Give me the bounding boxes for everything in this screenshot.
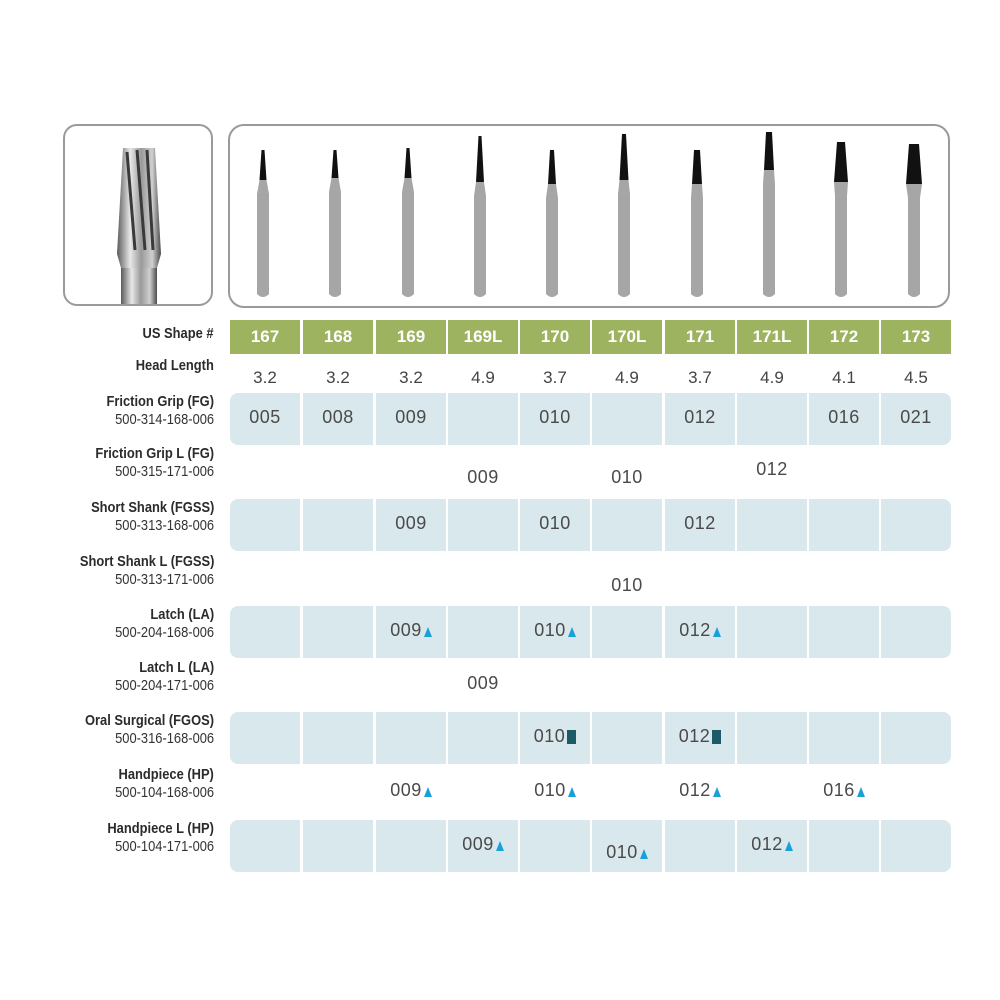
- table-cell: [592, 712, 662, 764]
- bur-silhouette-icon: [474, 136, 486, 297]
- table-cell: [809, 712, 879, 764]
- bur-silhouette-icon: [691, 150, 703, 297]
- size-value: [881, 407, 951, 428]
- table-cell: [376, 712, 446, 764]
- table-cell: [881, 820, 951, 872]
- size-value: [230, 407, 300, 428]
- size-value-text: 010: [534, 780, 566, 800]
- size-value: [809, 407, 879, 428]
- size-value: [520, 726, 590, 747]
- row-title: Short Shank (FGSS): [90, 499, 214, 516]
- size-value-text: 010: [539, 407, 571, 427]
- square-marker-icon: [712, 730, 721, 744]
- size-value: [520, 620, 590, 641]
- row-title: Oral Surgical (FGOS): [84, 712, 214, 729]
- size-value-text: 012: [684, 407, 716, 427]
- size-value-text: 009: [462, 834, 494, 854]
- table-cell: [592, 393, 662, 445]
- shape-header-168: 168: [303, 320, 373, 354]
- size-value-text: 010: [533, 726, 566, 746]
- shape-header-169l: 169L: [448, 320, 518, 354]
- bur-silhouette-icon: [834, 142, 848, 297]
- bur-silhouette-icon: [906, 144, 922, 297]
- size-value: [520, 513, 590, 534]
- size-value: [376, 513, 446, 534]
- triangle-marker-icon: [713, 627, 721, 637]
- head-length-row-label: Head Length: [135, 357, 214, 374]
- row-part-number: 500-316-168-006: [115, 730, 214, 747]
- shape-row-label: US Shape #: [143, 325, 214, 342]
- tapered-fissure-bur-photo: [65, 126, 213, 306]
- row-part-number: 500-313-171-006: [115, 571, 214, 588]
- shape-header-170l: 170L: [592, 320, 662, 354]
- row-title: Latch L (LA): [138, 659, 214, 676]
- size-value-text: 012: [679, 620, 711, 640]
- size-value: [376, 780, 446, 801]
- table-cell: [448, 499, 518, 551]
- row-title: Short Shank L (FGSS): [79, 553, 214, 570]
- size-value-text: 009: [390, 620, 422, 640]
- table-cell: [737, 606, 807, 658]
- head-length-value: 3.7: [543, 368, 567, 387]
- head-length-value: 3.2: [326, 368, 350, 387]
- table-cell: [230, 712, 300, 764]
- table-cell: [881, 499, 951, 551]
- table-cell: [592, 606, 662, 658]
- size-value-text: 010: [611, 467, 643, 487]
- head-length-value: 3.2: [253, 368, 277, 387]
- bur-silhouette-icon: [546, 150, 558, 297]
- size-value-text: 012: [756, 459, 788, 479]
- size-value-text: 009: [467, 673, 499, 693]
- size-value: [665, 726, 735, 747]
- shape-header-169: 169: [376, 320, 446, 354]
- size-value-text: 021: [900, 407, 932, 427]
- head-length-value: 4.1: [832, 368, 856, 387]
- table-cell: [303, 499, 373, 551]
- head-length-value: 4.9: [760, 368, 784, 387]
- head-length-value: 3.2: [399, 368, 423, 387]
- shape-header-167: 167: [230, 320, 300, 354]
- size-value: [520, 780, 590, 801]
- size-value-text: 009: [395, 513, 427, 533]
- table-cell: [592, 499, 662, 551]
- size-value-text: 009: [395, 407, 427, 427]
- bur-silhouette-icon: [402, 148, 414, 297]
- table-cell: [230, 499, 300, 551]
- row-part-number: 500-104-168-006: [115, 784, 214, 801]
- table-cell: [665, 820, 735, 872]
- triangle-marker-icon: [785, 841, 793, 851]
- size-value-text: 012: [679, 780, 711, 800]
- table-cell: [376, 820, 446, 872]
- size-value: [448, 467, 518, 488]
- row-part-number: 500-314-168-006: [115, 411, 214, 428]
- size-value-text: 009: [467, 467, 499, 487]
- size-value: [737, 459, 807, 480]
- shape-header-171l: 171L: [737, 320, 807, 354]
- size-value-text: 009: [390, 780, 422, 800]
- table-cell: [520, 820, 590, 872]
- bur-silhouettes-panel: [228, 124, 950, 308]
- size-value-text: 010: [534, 620, 566, 640]
- bur-silhouette-icon: [329, 150, 341, 297]
- table-cell: [303, 820, 373, 872]
- table-cell: [737, 393, 807, 445]
- size-value: [809, 780, 879, 801]
- row-title: Friction Grip (FG): [106, 393, 214, 410]
- size-value-text: 012: [678, 726, 711, 746]
- table-cell: [881, 712, 951, 764]
- size-value: [520, 407, 590, 428]
- table-cell: [448, 393, 518, 445]
- row-part-number: 500-315-171-006: [115, 463, 214, 480]
- size-value-text: 016: [828, 407, 860, 427]
- table-cell: [809, 820, 879, 872]
- size-value: [592, 842, 662, 863]
- size-value: [448, 673, 518, 694]
- square-marker-icon: [567, 730, 576, 744]
- row-part-number: 500-104-171-006: [115, 838, 214, 855]
- head-length-value: 4.5: [904, 368, 928, 387]
- row-part-number: 500-313-168-006: [115, 517, 214, 534]
- table-cell: [737, 712, 807, 764]
- shape-header-172: 172: [809, 320, 879, 354]
- size-value: [665, 780, 735, 801]
- row-title: Handpiece L (HP): [107, 820, 214, 837]
- table-cell: [230, 820, 300, 872]
- size-value-text: 008: [322, 407, 354, 427]
- size-value: [665, 620, 735, 641]
- size-value-text: 012: [684, 513, 716, 533]
- row-part-number: 500-204-168-006: [115, 624, 214, 641]
- size-value-text: 016: [823, 780, 855, 800]
- table-cell: [809, 499, 879, 551]
- size-value: [737, 834, 807, 855]
- shape-header-173: 173: [881, 320, 951, 354]
- bur-silhouettes: [230, 126, 948, 306]
- triangle-marker-icon: [424, 627, 432, 637]
- size-value-text: 010: [606, 842, 638, 862]
- triangle-marker-icon: [568, 627, 576, 637]
- table-cell: [303, 606, 373, 658]
- bur-silhouette-icon: [257, 150, 269, 297]
- row-part-number: 500-204-171-006: [115, 677, 214, 694]
- size-value: [592, 467, 662, 488]
- table-cell: [737, 499, 807, 551]
- size-value: [448, 834, 518, 855]
- head-length-value: 4.9: [615, 368, 639, 387]
- triangle-marker-icon: [640, 849, 648, 859]
- row-title: Handpiece (HP): [118, 766, 214, 783]
- row-title: Latch (LA): [150, 606, 214, 623]
- size-value: [376, 620, 446, 641]
- table-cell: [881, 606, 951, 658]
- size-value: [665, 513, 735, 534]
- table-cell: [448, 712, 518, 764]
- size-value-text: 010: [539, 513, 571, 533]
- table-cell: [230, 606, 300, 658]
- triangle-marker-icon: [713, 787, 721, 797]
- triangle-marker-icon: [857, 787, 865, 797]
- size-value: [303, 407, 373, 428]
- size-value-text: 005: [249, 407, 281, 427]
- head-length-value: 3.7: [688, 368, 712, 387]
- size-value: [665, 407, 735, 428]
- triangle-marker-icon: [496, 841, 504, 851]
- size-value: [592, 575, 662, 596]
- table-cell: [809, 606, 879, 658]
- head-length-value: 4.9: [471, 368, 495, 387]
- table-cell: [303, 712, 373, 764]
- bur-silhouette-icon: [763, 132, 775, 297]
- triangle-marker-icon: [568, 787, 576, 797]
- bur-silhouette-icon: [618, 134, 630, 297]
- shape-header-171: 171: [665, 320, 735, 354]
- size-value-text: 012: [751, 834, 783, 854]
- table-cell: [448, 606, 518, 658]
- bur-photo: [63, 124, 213, 306]
- size-value: [376, 407, 446, 428]
- size-value-text: 010: [611, 575, 643, 595]
- shape-header-170: 170: [520, 320, 590, 354]
- triangle-marker-icon: [424, 787, 432, 797]
- row-title: Friction Grip L (FG): [95, 445, 214, 462]
